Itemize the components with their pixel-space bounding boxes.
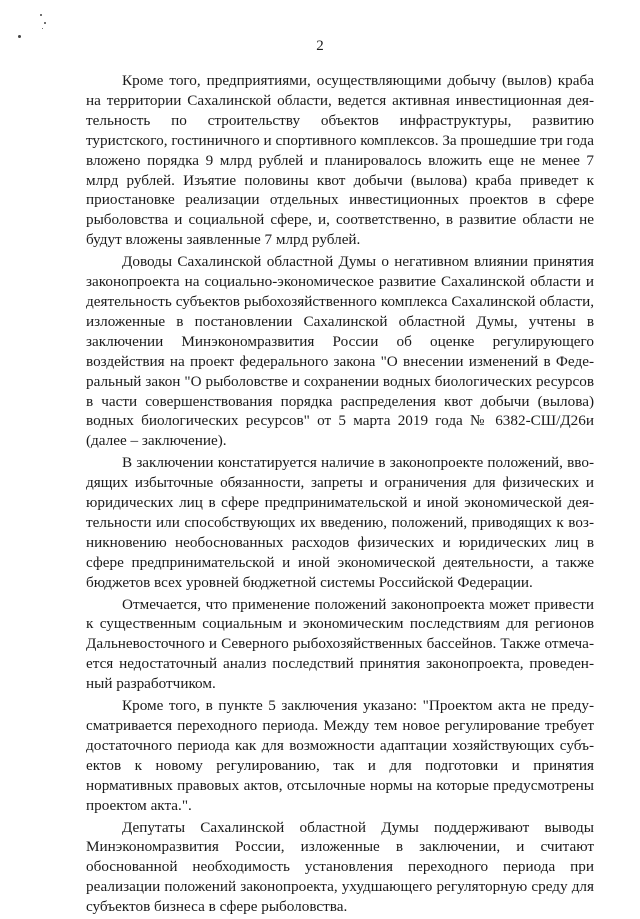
document-body bbox=[86, 71, 594, 919]
scan-speck bbox=[44, 22, 46, 24]
page-number: 2 bbox=[316, 38, 324, 54]
paragraph-crab-investment: Кроме того, предприятиями, осуществляющими добычу (вылов) краба на территории Сахалинской области, ведется активная инвестиционная деятельность по строительству объектов инфраструктуры, развитию туристского, гостиничного и спортивного комплексов. За прошедшие три года вложено порядка 9 млрд рублей и планировалось вложить еще не менее 7 млрд рублей. Изъятие половины квот добычи (вылова) краба приведет к приостановке реализации отдельных инвестиционных проектов в сфере рыболовства и социальной сфере, и, соответственно, в развитие области не будут вложены заявленные 7 млрд рублей. bbox=[86, 72, 594, 249]
scan-speck bbox=[42, 28, 43, 29]
paragraph-transition-period: Кроме того, в пункте 5 заключения указано: "Проектом акта не предусматривается переходного периода. Между тем новое регулирование требует достаточного периода как для возможности адаптации хозяйствующих субъектов к новому регулированию, так и для подготовки и принятия нормативных правовых актов, отсылочные нормы на которые предусмотрены проектом акта.". bbox=[86, 697, 594, 814]
paragraph-conclusion-findings: В заключении констатируется наличие в законопроекте положений, вводящих избыточные обязанности, запреты и ограничения для физических и юридических лиц в сфере предпринимательской и иной экономической деятельности или способствующих их введению, положений, приводящих к возникновению необоснованных расходов физических и юридических лиц в сфере предпринимательской и иной экономической деятельности, а также бюджетов всех уровней бюджетной системы Российской Федерации. bbox=[86, 454, 594, 591]
paragraph-deputies-support: Депутаты Сахалинской областной Думы поддерживают выводы Минэкономразвития России, изложенные в заключении, и считают обоснованной необходимость установления переходного периода при реализации положений законопроекта, ухудшающего регуляторную среду для субъектов бизнеса в сфере рыболовства. bbox=[86, 818, 594, 916]
paragraph-consequences: Отмечается, что применение положений законопроекта может привести к существенным социальным и экономическим последствиям для регионов Дальневосточного и Северного рыбохозяйственных бассейнов. Также отмечается недостаточный анализ последствий принятия законопроекта, проведенный разработчиком. bbox=[86, 595, 594, 693]
paragraph-duma-arguments: Доводы Сахалинской областной Думы о негативном влиянии принятия законопроекта на социально-экономическое развитие Сахалинской области и деятельность субъектов рыбохозяйственного комплекса Сахалинской области, изложенные в постановлении Сахалинской областной Думы, учтены в заключении Минэкономразвития России об оценке регулирующего воздействия на проект федерального закона "О внесении изменений в Федеральный закон "О рыболовстве и сохранении водных биологических ресурсов в части совершенствования порядка распределения квот добычи (вылова) водных биологических ресурсов" от 5 марта 2019 года № 6382-СШ/Д26и (далее – заключение). bbox=[86, 253, 594, 450]
scan-speck bbox=[40, 14, 42, 16]
